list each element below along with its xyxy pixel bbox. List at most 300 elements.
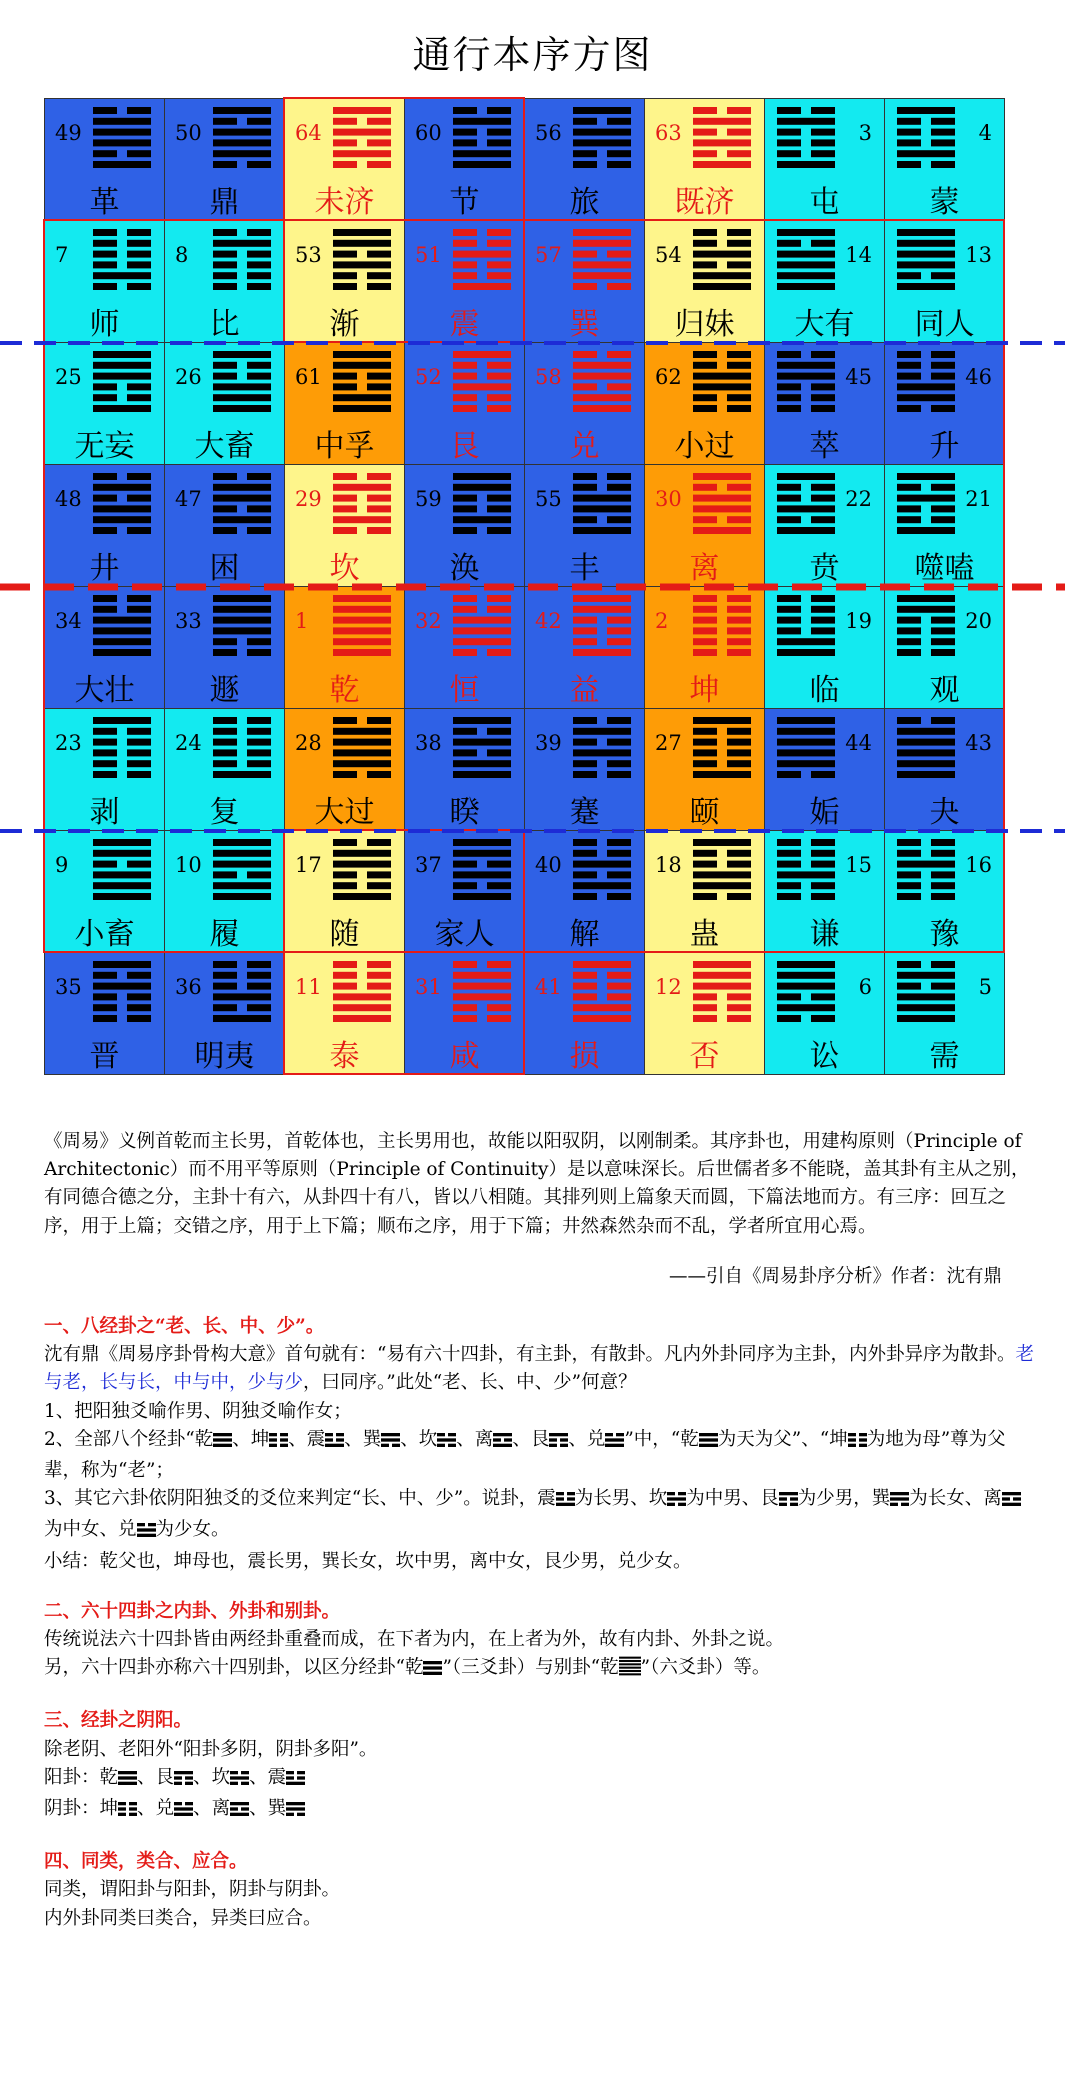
hexagram-name: 咸 xyxy=(449,1039,480,1074)
yang-line xyxy=(897,261,955,268)
section-1-item-2: 2、全部八个经卦“乾 、坤 、震 、巽 、坎 、离 、艮 、兑 ”中，“乾 为天为父”、“坤 为地为母”尊为父辈，称为“老”； xyxy=(44,1428,1006,1482)
yin-line xyxy=(897,961,921,968)
hexagram-cell xyxy=(884,342,1005,465)
yang-line xyxy=(897,861,955,868)
hexagram-icon xyxy=(573,595,631,657)
hexagram-name: 中孚 xyxy=(314,429,375,464)
yin-line xyxy=(573,983,597,990)
yin-line xyxy=(693,850,717,857)
yin-line xyxy=(367,495,391,502)
section-2-title: 二、六十四卦之内卦、外卦和别卦。 xyxy=(44,1600,341,1622)
hexagram-number: 1 xyxy=(295,609,309,633)
yin-line xyxy=(777,882,801,889)
yin-line xyxy=(213,983,237,990)
yin-line xyxy=(213,251,237,258)
yin-line xyxy=(777,617,801,624)
yang-line xyxy=(93,272,151,279)
yin-line xyxy=(811,771,835,778)
hexagram-icon xyxy=(453,229,511,291)
yang-line xyxy=(333,1015,391,1022)
hexagram-cell xyxy=(44,830,165,953)
yang-line xyxy=(213,1015,271,1022)
yin-line xyxy=(693,606,717,613)
hexagram-number: 51 xyxy=(415,243,442,267)
yang-line xyxy=(573,261,631,268)
yang-line xyxy=(453,760,511,767)
yin-line xyxy=(487,495,511,502)
dui-trigram-icon xyxy=(174,1798,193,1826)
hexagram-icon xyxy=(573,961,631,1023)
yang-line xyxy=(333,240,391,247)
yin-line xyxy=(777,606,801,613)
yang-line xyxy=(333,351,391,358)
hexagram-cell xyxy=(404,586,525,709)
hexagram-number: 19 xyxy=(845,609,872,633)
yin-line xyxy=(487,1015,511,1022)
yin-line xyxy=(93,229,117,236)
hexagram-icon xyxy=(93,107,151,169)
yang-line xyxy=(897,728,955,735)
yin-line xyxy=(247,749,271,756)
yin-line xyxy=(453,861,477,868)
yin-line xyxy=(931,627,955,634)
yang-line xyxy=(693,972,751,979)
yin-line xyxy=(333,272,357,279)
hexagram-name: 晋 xyxy=(89,1039,120,1074)
yin-line xyxy=(811,107,835,114)
hexagram-icon xyxy=(453,351,511,413)
yang-line xyxy=(777,505,835,512)
yang-line xyxy=(333,749,391,756)
yin-line xyxy=(573,283,597,290)
yin-line xyxy=(777,394,801,401)
yin-line xyxy=(693,993,717,1000)
hexagram-cell xyxy=(764,464,885,587)
yang-line xyxy=(453,839,511,846)
yin-line xyxy=(573,850,597,857)
yin-line xyxy=(777,107,801,114)
yang-line xyxy=(93,638,151,645)
yin-line xyxy=(573,251,597,258)
hexagram-cell xyxy=(884,830,1005,953)
yang-line xyxy=(573,495,631,502)
hexagram-name: 旅 xyxy=(569,185,600,220)
dui-trigram-icon xyxy=(605,1429,624,1457)
yin-line xyxy=(897,983,921,990)
yang-line xyxy=(453,627,511,634)
yin-line xyxy=(811,1015,835,1022)
hexagram-name: 剥 xyxy=(89,795,120,830)
yin-line xyxy=(93,394,117,401)
qian-trigram-icon xyxy=(118,1767,137,1795)
yin-line xyxy=(777,484,801,491)
hexagram-cell xyxy=(284,830,405,953)
yin-line xyxy=(487,261,511,268)
yin-line xyxy=(897,627,921,634)
yang-line xyxy=(213,850,271,857)
yin-line xyxy=(931,983,955,990)
yang-line xyxy=(573,1004,631,1011)
yin-line xyxy=(487,861,511,868)
yin-line xyxy=(213,972,237,979)
hexagram-name: 解 xyxy=(569,917,600,952)
yang-line xyxy=(453,972,511,979)
yin-line xyxy=(607,972,631,979)
yang-line xyxy=(573,129,631,136)
yin-line xyxy=(453,505,477,512)
yang-line xyxy=(777,251,835,258)
yin-line xyxy=(693,739,717,746)
yin-line xyxy=(811,383,835,390)
yin-line xyxy=(93,527,117,534)
hexagram-name: 萃 xyxy=(809,429,840,464)
hexagram-cell xyxy=(404,952,525,1075)
yin-trigrams-line: 阴卦：坤 、兑 、离 、巽 xyxy=(44,1795,1034,1826)
yin-line xyxy=(247,983,271,990)
yin-line xyxy=(127,1015,151,1022)
hexagram-cell xyxy=(884,586,1005,709)
hexagram-cell xyxy=(404,708,525,831)
hexagram-icon xyxy=(693,595,751,657)
hexagram-cell xyxy=(164,708,285,831)
hexagram-name: 豫 xyxy=(929,917,960,952)
yang-line xyxy=(693,373,751,380)
yang-line xyxy=(897,1004,955,1011)
yang-line xyxy=(693,383,751,390)
hexagram-number: 61 xyxy=(295,365,322,389)
kan-trigram-icon xyxy=(667,1488,686,1516)
hexagram-icon xyxy=(213,839,271,901)
yin-line xyxy=(487,1004,511,1011)
hexagram-name: 睽 xyxy=(449,795,480,830)
hexagram-number: 55 xyxy=(535,487,562,511)
hexagram-cell xyxy=(284,708,405,831)
yin-line xyxy=(213,118,237,125)
yin-line xyxy=(453,405,477,412)
yang-line xyxy=(213,627,271,634)
yin-line xyxy=(367,373,391,380)
yin-line xyxy=(607,739,631,746)
yin-line xyxy=(931,118,955,125)
hexagram-icon xyxy=(453,717,511,779)
hexagram-cell xyxy=(404,220,525,343)
yin-line xyxy=(811,394,835,401)
section-3 xyxy=(44,1707,1034,1826)
yin-line xyxy=(897,638,921,645)
zhen-trigram-icon xyxy=(286,1767,305,1795)
yin-line xyxy=(573,617,597,624)
yin-line xyxy=(127,972,151,979)
hexagram-cell xyxy=(644,342,765,465)
yang-line xyxy=(693,983,751,990)
yin-line xyxy=(777,240,801,247)
yin-line xyxy=(931,351,955,358)
yang-line xyxy=(213,882,271,889)
hexagram-name: 观 xyxy=(929,673,960,708)
yin-line xyxy=(127,251,151,258)
hexagram-name: 坤 xyxy=(689,673,720,708)
yin-line xyxy=(693,394,717,401)
section-2-paragraph-2: 另，六十四卦亦称六十四别卦，以区分经卦“乾 ”（三爻卦）与别卦“乾 ”（六爻卦）等。 xyxy=(44,1654,1034,1685)
yin-line xyxy=(247,261,271,268)
yang-line xyxy=(213,484,271,491)
yang-line xyxy=(453,983,511,990)
yin-line xyxy=(453,495,477,502)
yin-line xyxy=(897,484,921,491)
yin-line xyxy=(487,595,511,602)
yin-line xyxy=(811,606,835,613)
yin-line xyxy=(727,107,751,114)
yin-line xyxy=(727,617,751,624)
hexagram-icon xyxy=(777,473,835,535)
yin-line xyxy=(931,638,955,645)
hexagram-number: 63 xyxy=(655,121,682,145)
yin-line xyxy=(607,850,631,857)
section-4-paragraph-1: 同类，谓阳卦与阳卦，阴卦与阴卦。 xyxy=(44,1879,341,1901)
yin-line xyxy=(897,405,921,412)
yang-line xyxy=(897,394,955,401)
hexagram-cell xyxy=(524,220,645,343)
yang-line xyxy=(333,516,391,523)
yin-line xyxy=(333,972,357,979)
yin-line xyxy=(777,139,801,146)
hexagram-name: 姤 xyxy=(809,795,840,830)
yang-line xyxy=(897,760,955,767)
yang-line xyxy=(333,107,391,114)
yin-line xyxy=(727,739,751,746)
hexagram-name: 大畜 xyxy=(194,429,255,464)
yin-line xyxy=(453,129,477,136)
hexagram-number: 57 xyxy=(535,243,562,267)
yang-line xyxy=(213,107,271,114)
yang-line xyxy=(213,394,271,401)
yang-line xyxy=(333,993,391,1000)
yang-line xyxy=(777,717,835,724)
yang-line xyxy=(897,527,955,534)
yin-line xyxy=(811,351,835,358)
hexagram-number: 30 xyxy=(655,487,682,511)
yang-line xyxy=(453,850,511,857)
yang-line xyxy=(573,861,631,868)
yin-line xyxy=(333,882,357,889)
yin-line xyxy=(727,394,751,401)
yin-line xyxy=(607,760,631,767)
hexagram-icon xyxy=(777,717,835,779)
hexagram-number: 49 xyxy=(55,121,82,145)
yin-line xyxy=(931,405,955,412)
yin-line xyxy=(487,961,511,968)
hexagram-name: 夬 xyxy=(929,795,960,830)
hexagram-icon xyxy=(573,839,631,901)
yin-line xyxy=(127,527,151,534)
hexagram-icon xyxy=(897,961,955,1023)
yin-line xyxy=(93,595,117,602)
yin-line xyxy=(811,617,835,624)
yang-line xyxy=(333,362,391,369)
yang-line xyxy=(333,850,391,857)
yin-line xyxy=(333,983,357,990)
yin-line xyxy=(333,495,357,502)
hexagram-number: 4 xyxy=(978,121,992,145)
hexagram-name: 履 xyxy=(209,917,240,952)
yin-line xyxy=(367,961,391,968)
citation: ——引自《周易卦序分析》作者：沈有鼎 xyxy=(668,1265,1002,1287)
yin-line xyxy=(693,1004,717,1011)
yin-line xyxy=(573,638,597,645)
hexagram-name: 鼎 xyxy=(209,185,240,220)
yin-line xyxy=(727,893,751,900)
yin-line xyxy=(727,129,751,136)
hexagram-icon xyxy=(93,961,151,1023)
kun-trigram-icon xyxy=(118,1798,137,1826)
yin-line xyxy=(573,351,597,358)
yin-line xyxy=(453,229,477,236)
yin-line xyxy=(811,240,835,247)
page-title: 通行本序方图 xyxy=(412,33,653,77)
hexagram-number: 33 xyxy=(175,609,202,633)
hexagram-name: 损 xyxy=(569,1039,600,1074)
yang-line xyxy=(93,516,151,523)
yin-line xyxy=(777,383,801,390)
yin-line xyxy=(93,728,117,735)
hexagram-name: 节 xyxy=(449,185,480,220)
yang-line xyxy=(333,893,391,900)
hexagram-name: 蛊 xyxy=(689,917,720,952)
yin-line xyxy=(213,961,237,968)
hexagram-number: 47 xyxy=(175,487,202,511)
hexagram-name: 巽 xyxy=(569,307,600,342)
yin-line xyxy=(607,161,631,168)
hexagram-number: 8 xyxy=(175,243,189,267)
yang-line xyxy=(93,362,151,369)
xun-trigram-icon xyxy=(381,1429,400,1457)
article-body xyxy=(44,1128,1034,1933)
yang-line xyxy=(213,495,271,502)
yang-line xyxy=(693,251,751,258)
yang-line xyxy=(897,1015,955,1022)
yin-line xyxy=(453,240,477,247)
hexagram-number: 13 xyxy=(965,243,992,267)
yin-line xyxy=(453,649,477,656)
hexagram-cell xyxy=(164,342,285,465)
hexagram-icon xyxy=(93,351,151,413)
hexagram-cell xyxy=(524,464,645,587)
section-1-item-3: 3、其它六卦依阴阳独爻的爻位来判定“长、中、少”。说卦，震 为长男、坎 为中男、艮 为少男，巽 为长女、离为中女、兑 为少女。 xyxy=(44,1485,1034,1547)
yin-line xyxy=(693,617,717,624)
hexagram-cell xyxy=(164,98,285,221)
yin-line xyxy=(693,1015,717,1022)
yin-line xyxy=(247,283,271,290)
yang-line xyxy=(453,739,511,746)
hexagram-icon xyxy=(213,595,271,657)
yin-line xyxy=(607,638,631,645)
hexagram-number: 46 xyxy=(965,365,992,389)
yang-line xyxy=(333,405,391,412)
hexagram-number: 15 xyxy=(845,853,872,877)
li-trigram-icon xyxy=(230,1798,249,1826)
hexagram-icon xyxy=(777,229,835,291)
yin-line xyxy=(93,1004,117,1011)
yang-line xyxy=(777,728,835,735)
section-4-paragraph-2: 内外卦同类曰类合，异类曰应合。 xyxy=(44,1907,322,1929)
yin-line xyxy=(573,771,597,778)
yin-line xyxy=(93,606,117,613)
yin-line xyxy=(931,871,955,878)
yin-line xyxy=(333,717,357,724)
yang-line xyxy=(333,638,391,645)
yin-line xyxy=(693,351,717,358)
yang-line xyxy=(897,473,955,480)
yang-line xyxy=(453,993,511,1000)
section-3-paragraph: 除老阴、老阳外“阳卦多阴，阴卦多阳”。 xyxy=(44,1738,378,1760)
yin-line xyxy=(573,972,597,979)
yang-line xyxy=(213,993,271,1000)
yin-line xyxy=(693,150,717,157)
hexagram-icon xyxy=(573,351,631,413)
yin-line xyxy=(213,362,237,369)
yin-line xyxy=(607,484,631,491)
yin-line xyxy=(727,993,751,1000)
hexagram-cell xyxy=(404,464,525,587)
hexagram-name: 随 xyxy=(329,917,360,952)
yin-line xyxy=(607,617,631,624)
yin-line xyxy=(931,139,955,146)
hexagram-number: 43 xyxy=(965,731,992,755)
yin-line xyxy=(487,139,511,146)
yang-line xyxy=(693,118,751,125)
yin-line xyxy=(777,850,801,857)
yin-line xyxy=(931,882,955,889)
yin-line xyxy=(333,373,357,380)
yang-line xyxy=(93,118,151,125)
yin-line xyxy=(777,129,801,136)
yang-line xyxy=(333,649,391,656)
hexagram-number: 18 xyxy=(655,853,682,877)
yang-line xyxy=(777,739,835,746)
yin-line xyxy=(727,1004,751,1011)
hexagram-cell xyxy=(404,830,525,953)
yin-line xyxy=(573,760,597,767)
yin-line xyxy=(931,484,955,491)
yin-line xyxy=(127,993,151,1000)
hexagram-cell xyxy=(404,98,525,221)
yin-line xyxy=(607,627,631,634)
yang-line xyxy=(777,161,835,168)
yang-line xyxy=(213,617,271,624)
yang-line xyxy=(93,882,151,889)
yin-line xyxy=(727,240,751,247)
yin-line xyxy=(811,139,835,146)
yin-line xyxy=(931,850,955,857)
hexagram-name: 讼 xyxy=(809,1039,840,1074)
hexagram-number: 22 xyxy=(845,487,872,511)
yin-line xyxy=(811,627,835,634)
yin-line xyxy=(811,861,835,868)
yang-line xyxy=(573,961,631,968)
yang-line xyxy=(777,749,835,756)
yin-line xyxy=(777,861,801,868)
yin-line xyxy=(213,261,237,268)
yang-line xyxy=(213,771,271,778)
hexagram-name: 涣 xyxy=(449,551,480,586)
yang-line xyxy=(333,606,391,613)
hexagram-icon xyxy=(453,839,511,901)
yin-line xyxy=(367,283,391,290)
hexagram-name: 井 xyxy=(89,551,120,586)
yang-line xyxy=(213,150,271,157)
yin-line xyxy=(127,229,151,236)
section-1-item-1: 1、把阳独爻喻作男、阴独爻喻作女； xyxy=(44,1400,352,1422)
